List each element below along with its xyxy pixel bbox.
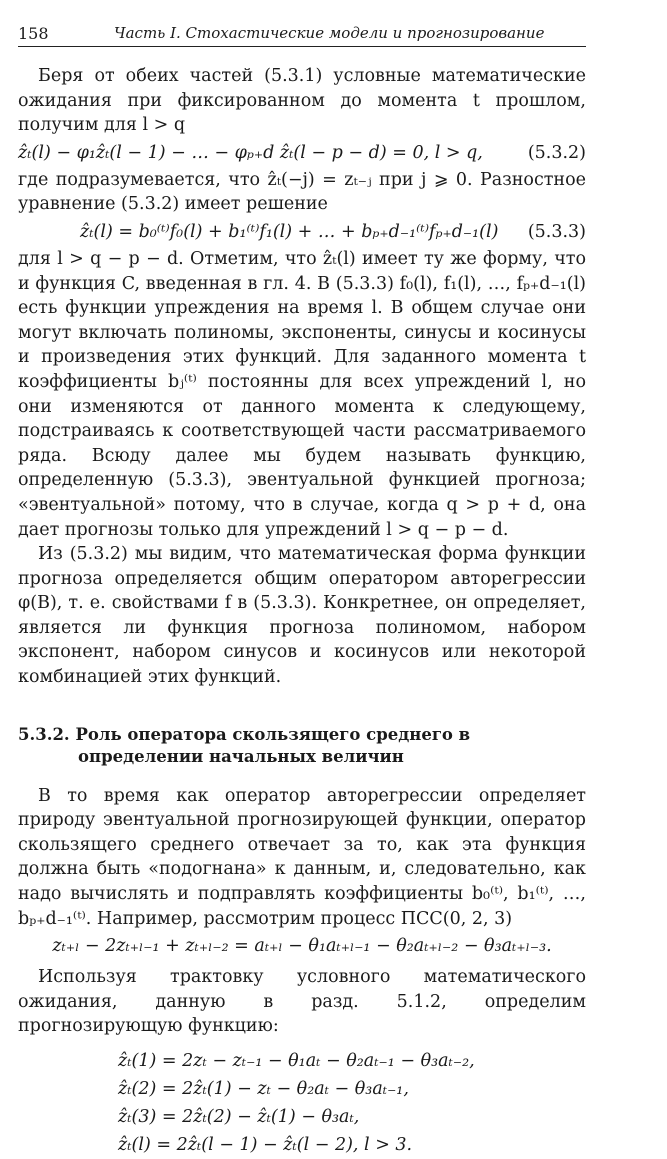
system-line-4: ẑₜ(l) = 2ẑₜ(l − 1) − ẑₜ(l − 2), l > 3. [118, 1135, 413, 1155]
section-number: 5.3.2. [18, 724, 70, 744]
paragraph-5: В то время как оператор авторегрессии определяет природу эвентуальной прогнозирующей функции, оператор скользящего среднего отвечает за то, как эта функция должна быть «подогнана» к данным, и, следовательно, как надо вычислять и подправлять коэффициенты b₀⁽ᵗ⁾, b₁⁽ᵗ⁾, …, bₚ₊d₋₁⁽ᵗ⁾. Например, рассмотрим процесс ПСС(0, 2, 3) [18, 785, 586, 929]
page-body [18, 64, 586, 1159]
forecast-system [18, 1047, 586, 1159]
paragraph-6: Используя трактовку условного математического ожидания, данную в разд. 5.1.2, определим прогнозирующую функцию: [18, 967, 586, 1037]
paragraph-3: для l > q − p − d. Отметим, что ẑₜ(l) имеет ту же форму, что и функция C, введенная в гл. 4. В (5.3.3) f₀(l), f₁(l), …, fₚ₊d₋₁(l) есть функции упреждения на время l. В общем случае они могут включать полиномы, экспоненты, синусы и косинусы и произведения этих функций. Для заданного момента t коэффициенты bⱼ⁽ᵗ⁾ постоянны для всех упреждений l, но они изменяются от данного момента к следующему, подстраиваясь к соответствующей части рассматриваемого ряда. Всюду далее мы будем называть функцию, определенную (5.3.3), эвентуальной функцией прогноза; «эвентуальной» потому, что в случае, когда q > p + d, она дает прогнозы только для упреждений l > q − p − d. [18, 248, 586, 540]
paragraph-2: где подразумевается, что ẑₜ(−j) = zₜ₋ⱼ при j ⩾ 0. Разностное уравнение (5.3.2) имеет решение [18, 169, 586, 215]
section-heading [18, 724, 586, 768]
system-line-2: ẑₜ(2) = 2ẑₜ(1) − zₜ − θ₂aₜ − θ₃aₜ₋₁, [118, 1079, 409, 1099]
system-line-1: ẑₜ(1) = 2zₜ − zₜ₋₁ − θ₁aₜ − θ₂aₜ₋₁ − θ₃aₜ₋₂, [118, 1051, 475, 1071]
paragraph-4: Из (5.3.2) мы видим, что математическая форма функции прогноза определяется общим оператором авторегрессии φ(B), т. е. свойствами f в (5.3.3). Конкретнее, он определяет, является ли функция прогноза полиномом, набором экспонент, набором синусов и косинусов или некоторой комбинацией этих функций. [18, 544, 586, 688]
equation-process [18, 931, 586, 961]
equation-5-3-2-formula: ẑₜ(l) − φ₁ẑₜ(l − 1) − … − φₚ₊d ẑₜ(l − p − d) = 0, l > q, [18, 142, 483, 163]
equation-process-formula: zₜ₊ₗ − 2zₜ₊ₗ₋₁ + zₜ₊ₗ₋₂ = aₜ₊ₗ − θ₁aₜ₊ₗ₋₁ − θ₂aₜ₊ₗ₋₂ − θ₃aₜ₊ₗ₋₃. [52, 936, 552, 957]
equation-5-3-2-number: (5.3.2) [527, 142, 586, 163]
running-title: Часть I. Стохастические модели и прогнозирование [114, 24, 545, 42]
equation-5-3-3-formula: ẑₜ(l) = b₀⁽ᵗ⁾f₀(l) + b₁⁽ᵗ⁾f₁(l) + … + bₚ₊d₋₁⁽ᵗ⁾fₚ₊d₋₁(l) [80, 221, 499, 242]
system-line-3: ẑₜ(3) = 2ẑₜ(2) − ẑₜ(1) − θ₃aₜ, [118, 1107, 360, 1127]
paragraph-1: Беря от обеих частей (5.3.1) условные математические ожидания при фиксированном до момента t прошлом, получим для l > q [18, 66, 586, 136]
running-header [18, 22, 586, 47]
equation-5-3-3-number: (5.3.3) [527, 221, 586, 242]
page-number: 158 [18, 24, 49, 43]
equation-5-3-2 [18, 138, 586, 168]
equation-5-3-3 [18, 217, 586, 247]
section-title: Роль оператора скользящего среднего в определении начальных величин [75, 724, 471, 766]
